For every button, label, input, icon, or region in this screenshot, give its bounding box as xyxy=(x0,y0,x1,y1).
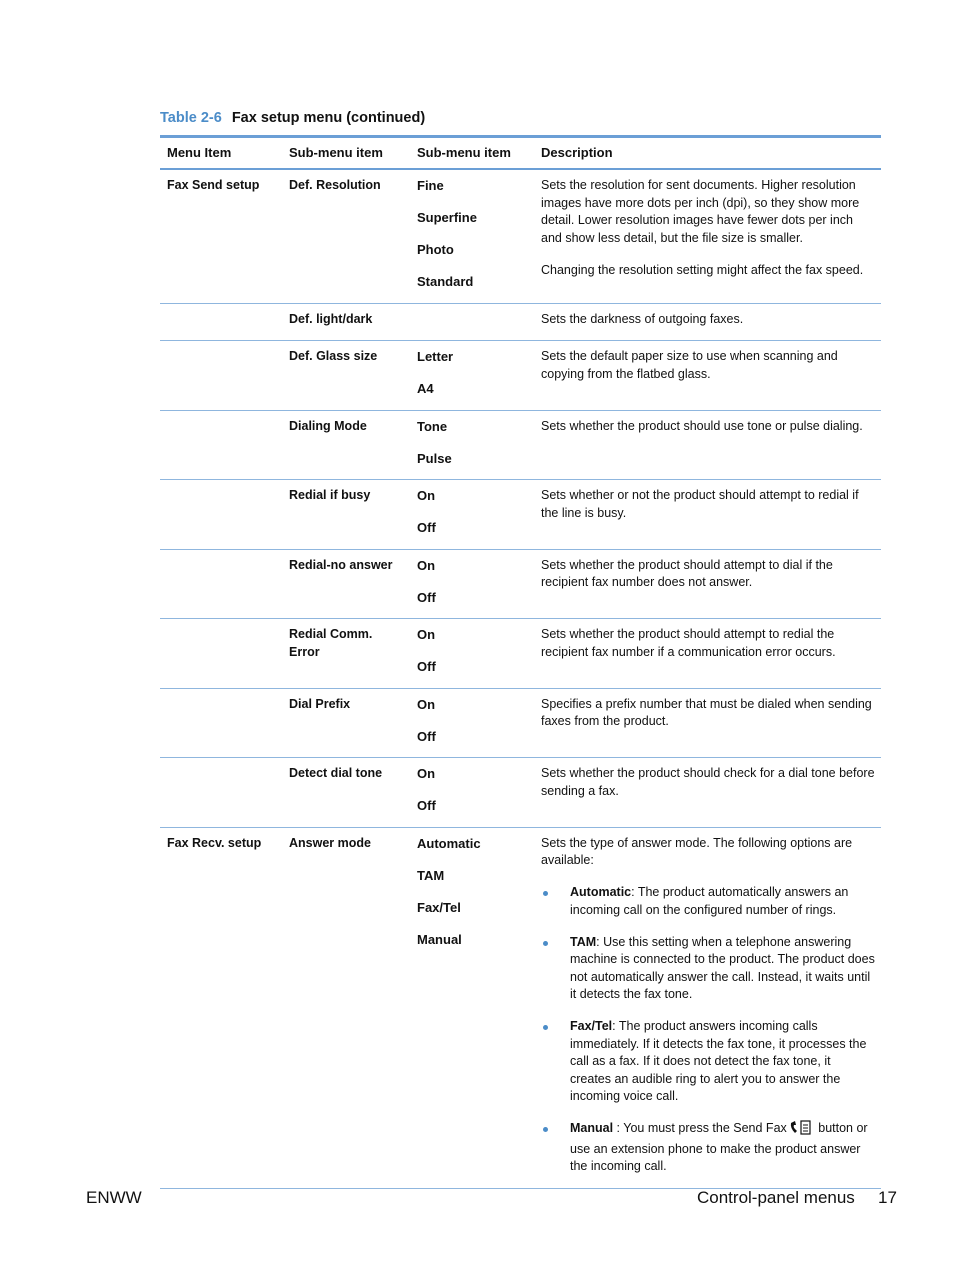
send-fax-icon xyxy=(789,1120,813,1141)
option: On xyxy=(417,488,436,503)
menu-cell xyxy=(160,341,282,411)
bullet-term: Automatic xyxy=(570,885,632,899)
description-cell xyxy=(534,303,881,341)
option: Off xyxy=(417,659,436,674)
option: Off xyxy=(417,728,436,744)
description-cell xyxy=(534,341,881,411)
description-paragraph: Sets the default paper size to use when scanning and copying from the flatbed glass. xyxy=(541,349,838,381)
table-row xyxy=(160,341,881,411)
option: Manual xyxy=(417,931,462,947)
option: Off xyxy=(417,798,436,813)
table-row xyxy=(160,549,881,619)
submenu-cell: Answer mode xyxy=(282,827,410,1188)
options-cell xyxy=(410,480,534,550)
option: Off xyxy=(417,589,436,605)
table-row xyxy=(160,169,881,303)
bullet-text: button or use an extension phone to make the product answer the incoming call. xyxy=(570,1121,868,1173)
fax-setup-table xyxy=(160,135,881,1189)
option: Automatic xyxy=(417,835,481,851)
submenu-cell: Def. light/dark xyxy=(282,303,410,341)
option: On xyxy=(417,696,436,712)
bullet-icon xyxy=(543,941,548,946)
option: On xyxy=(417,557,436,573)
table-caption xyxy=(160,110,425,126)
options-cell xyxy=(410,341,534,411)
description-paragraph: Sets whether the product should attempt to dial if the recipient fax number does not answer. xyxy=(541,557,833,589)
option: Photo xyxy=(417,242,454,257)
description-paragraph: Specifies a prefix number that must be dialed when sending faxes from the product. xyxy=(541,696,872,728)
footer-left-label: ENWW xyxy=(86,1188,142,1207)
menu-cell: Fax Send setup xyxy=(160,169,282,303)
table-row xyxy=(160,619,881,689)
option: Tone xyxy=(417,418,448,434)
menu-cell xyxy=(160,410,282,480)
list-item xyxy=(541,1018,875,1106)
answer-mode-intro: Sets the type of answer mode. The following options are available: xyxy=(541,835,853,867)
option: Standard xyxy=(417,274,474,289)
option: Letter xyxy=(417,349,454,364)
submenu-cell: Def. Glass size xyxy=(282,341,410,411)
description-cell xyxy=(534,827,881,1188)
table-row xyxy=(160,480,881,550)
header-description: Description xyxy=(534,137,881,170)
submenu-cell: Detect dial tone xyxy=(282,758,410,828)
menu-cell xyxy=(160,619,282,689)
submenu-cell: Dialing Mode xyxy=(282,410,410,480)
description-paragraph: Sets whether the product should check for a dial tone before sending a fax. xyxy=(541,766,875,798)
table-row xyxy=(160,410,881,480)
table-row xyxy=(160,827,881,1188)
submenu-cell: Redial if busy xyxy=(282,480,410,550)
bullet-text: : The product answers incoming calls immediately. If it detects the fax tone, it processes the call as a fax. If it does not detect the fax tone, it creates an audible ring to alert you to answer the incoming voice call. xyxy=(570,1019,867,1103)
header-sub-menu-item-1: Sub-menu item xyxy=(282,137,410,170)
submenu-cell: Redial Comm. Error xyxy=(282,619,410,689)
option: A4 xyxy=(417,381,434,396)
option: Off xyxy=(417,520,436,535)
options-cell xyxy=(410,549,534,619)
description-paragraph: Sets whether or not the product should attempt to redial if the line is busy. xyxy=(541,488,859,520)
description-paragraph: Sets the resolution for sent documents. Higher resolution images have more dots per inch (dpi), so they show more detail. Lower resolution images have fewer dots per inch and show less detail, but the file size is smaller. xyxy=(541,178,860,245)
bullet-term: Manual xyxy=(570,1121,614,1135)
menu-cell xyxy=(160,303,282,341)
option: Fax/Tel xyxy=(417,899,461,915)
description-paragraph: Sets the darkness of outgoing faxes. xyxy=(541,311,744,326)
bullet-text: : The product automatically answers an incoming call on the configured number of rings. xyxy=(570,885,849,917)
list-item xyxy=(541,934,875,1004)
page-number: 17 xyxy=(878,1188,897,1207)
table-title: Fax setup menu (continued) xyxy=(231,110,426,126)
table-header-row xyxy=(160,137,881,170)
description-cell xyxy=(534,758,881,828)
description-cell xyxy=(534,480,881,550)
option: Superfine xyxy=(417,210,477,225)
option: On xyxy=(417,766,436,781)
header-sub-menu-item-2: Sub-menu item xyxy=(410,137,534,170)
description-paragraph: Sets whether the product should attempt to redial the recipient fax number if a communication error occurs. xyxy=(541,627,836,659)
description-cell xyxy=(534,619,881,689)
list-item xyxy=(541,1120,875,1176)
bullet-text: : You must press the Send Fax xyxy=(613,1121,787,1135)
options-cell xyxy=(410,827,534,1188)
submenu-cell: Redial-no answer xyxy=(282,549,410,619)
options-cell xyxy=(410,303,534,341)
bullet-icon xyxy=(543,891,548,896)
header-menu-item: Menu Item xyxy=(160,137,282,170)
description-cell xyxy=(534,688,881,758)
answer-mode-options-list xyxy=(541,884,875,1176)
description-cell xyxy=(534,410,881,480)
menu-cell xyxy=(160,758,282,828)
menu-cell: Fax Recv. setup xyxy=(160,827,282,1188)
option: Fine xyxy=(417,178,444,193)
description-paragraph: Changing the resolution setting might affect the fax speed. xyxy=(541,262,864,277)
submenu-cell: Def. Resolution xyxy=(282,169,410,303)
option: On xyxy=(417,627,436,642)
table-row xyxy=(160,688,881,758)
options-cell xyxy=(410,410,534,480)
bullet-icon xyxy=(543,1127,548,1132)
description-cell xyxy=(534,549,881,619)
description-cell xyxy=(534,169,881,303)
menu-cell xyxy=(160,480,282,550)
options-cell xyxy=(410,688,534,758)
options-cell xyxy=(410,758,534,828)
menu-cell xyxy=(160,688,282,758)
footer-section-title: Control-panel menus xyxy=(697,1188,855,1207)
list-item xyxy=(541,884,875,919)
options-cell xyxy=(410,169,534,303)
table-row xyxy=(160,758,881,828)
bullet-icon xyxy=(543,1025,548,1030)
option: Pulse xyxy=(417,450,452,466)
description-paragraph: Sets whether the product should use tone or pulse dialing. xyxy=(541,418,863,433)
option: TAM xyxy=(417,867,445,883)
table-row xyxy=(160,303,881,341)
menu-cell xyxy=(160,549,282,619)
options-cell xyxy=(410,619,534,689)
bullet-term: Fax/Tel xyxy=(570,1019,613,1033)
submenu-cell: Dial Prefix xyxy=(282,688,410,758)
bullet-text: : Use this setting when a telephone answering machine is connected to the product. The product does not automatically answer the call. Instead, it waits until it detects the fax tone. xyxy=(570,934,875,1001)
table-number: Table 2-6 xyxy=(160,110,222,126)
bullet-term: TAM xyxy=(570,934,597,949)
